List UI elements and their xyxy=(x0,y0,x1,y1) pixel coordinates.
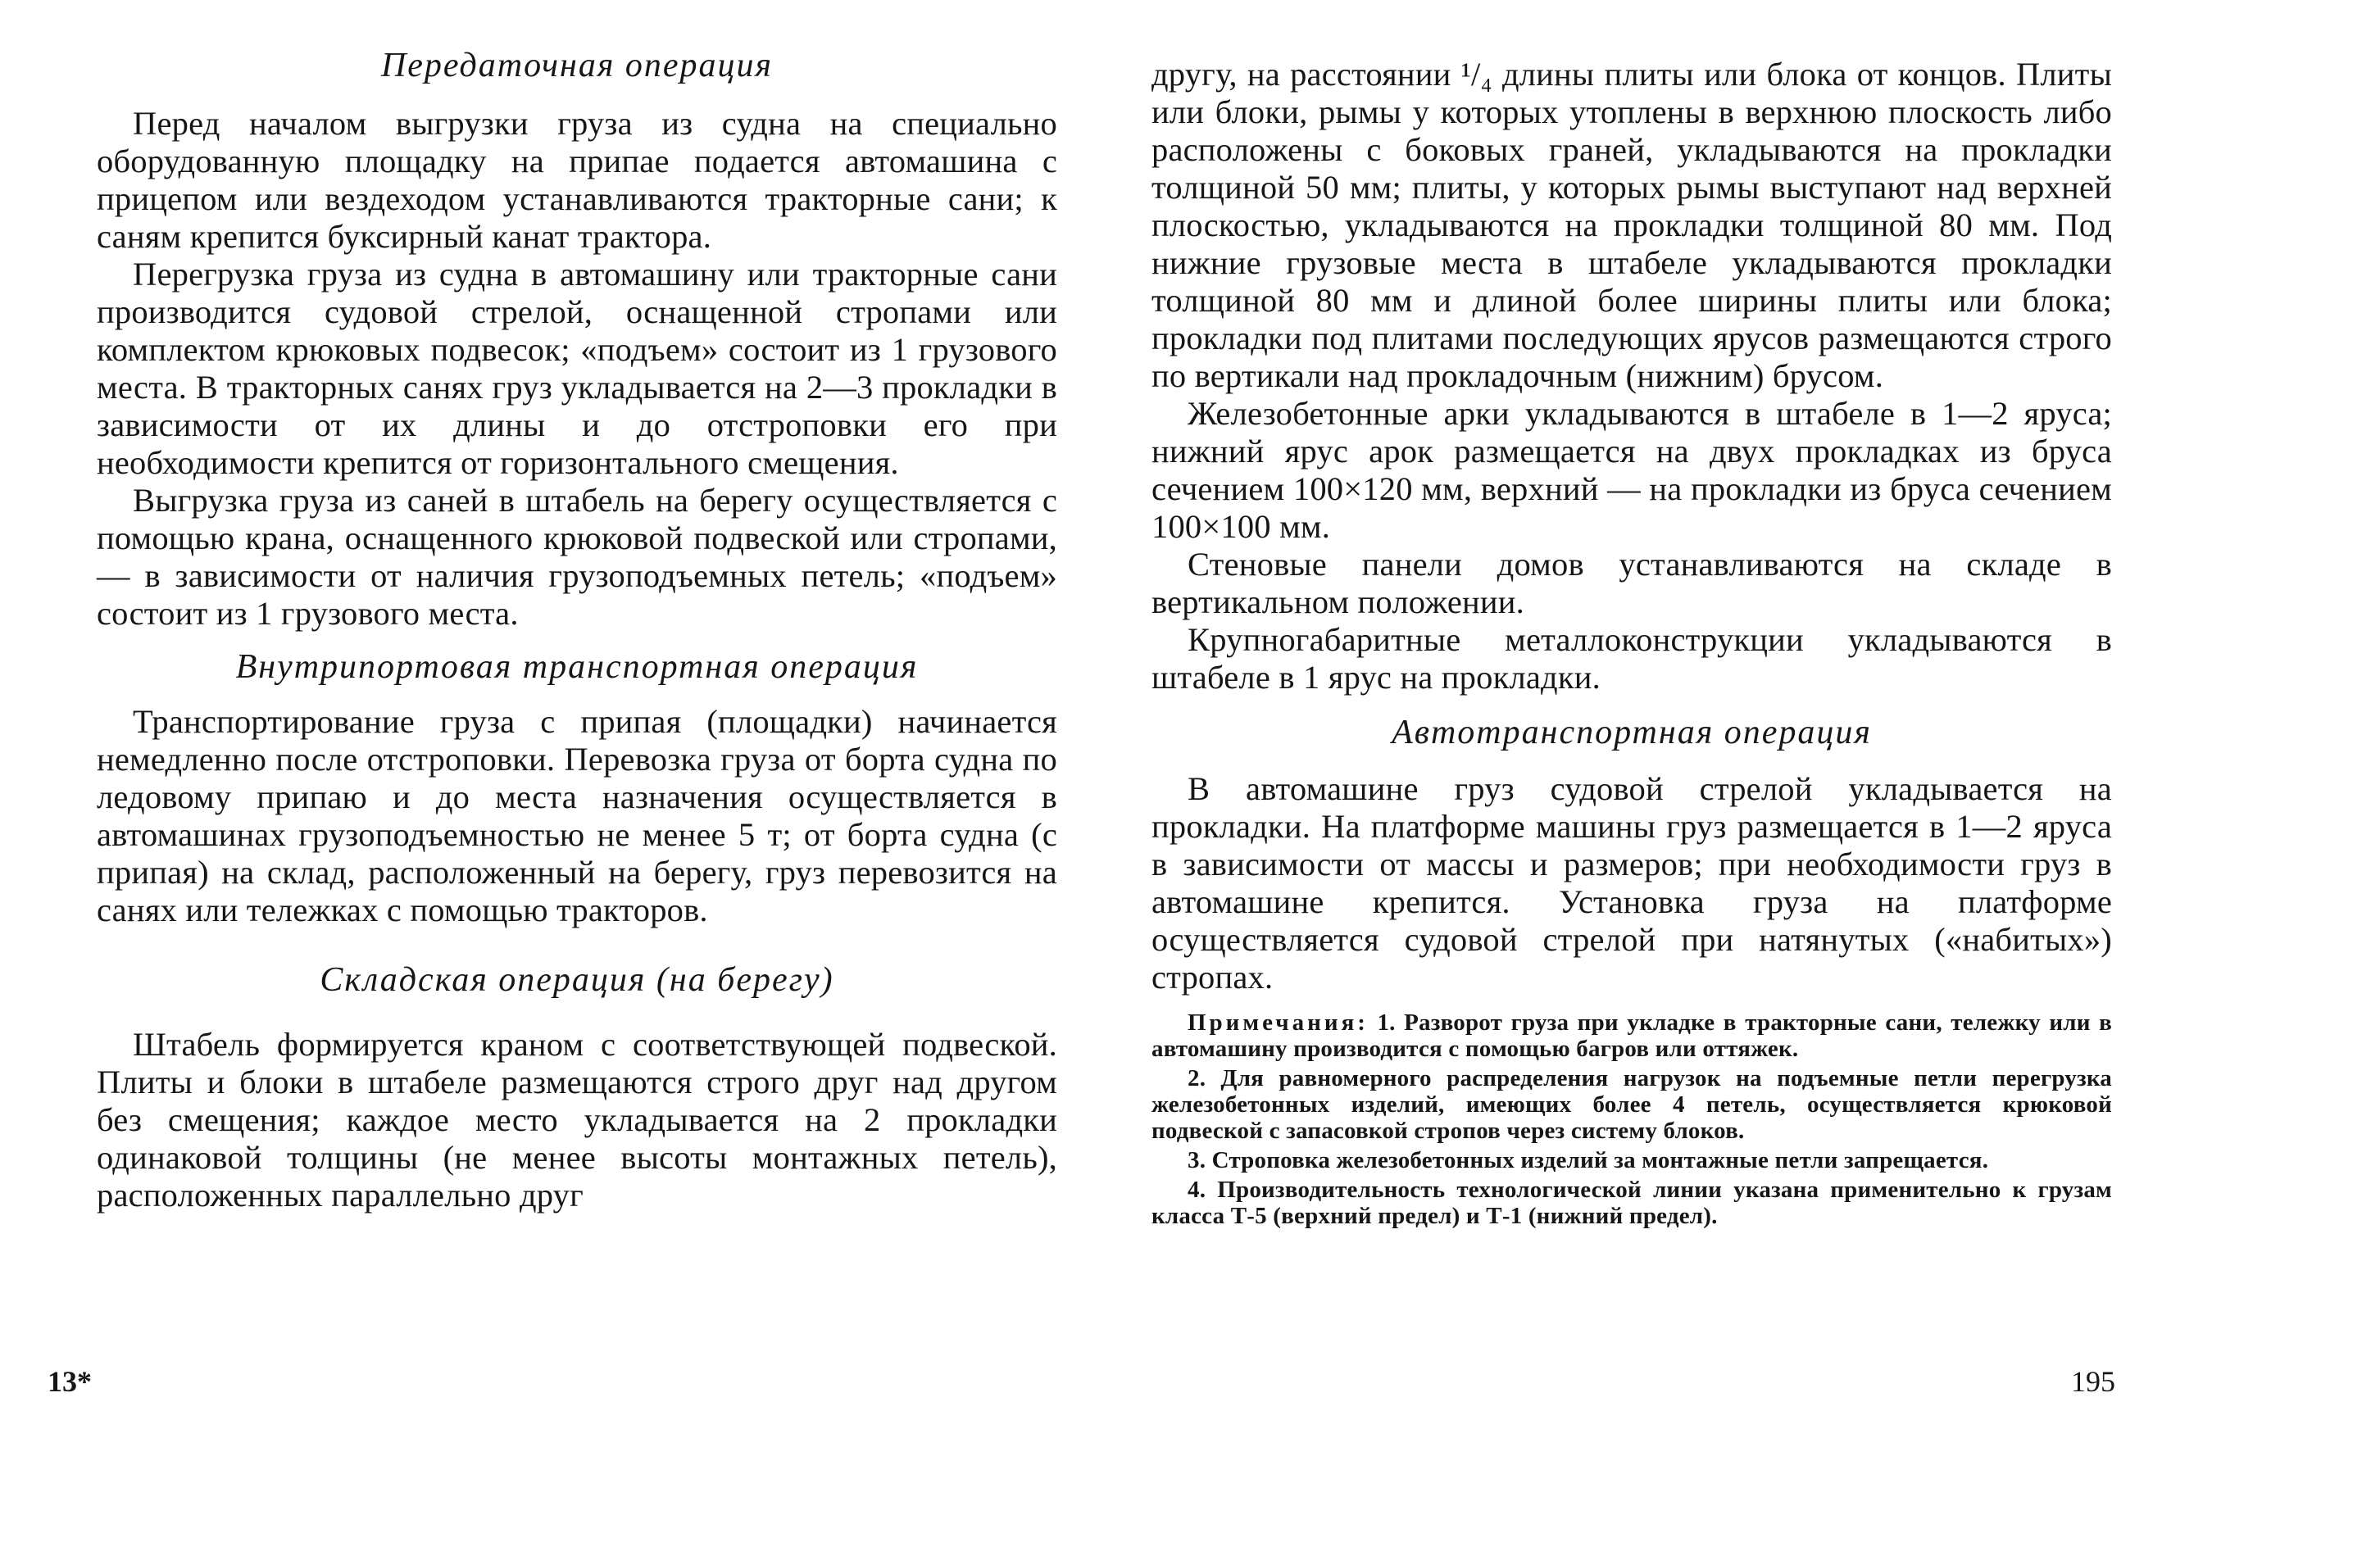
paragraph: В автомашине груз судовой стрелой укладывается на прокладки. На платформе машины груз размещается в 1—2 яруса в зависимости от массы и размеров; при необходимости груз в автомашине крепится. Установка груза на платформе осуществляется судовой стрелой при натянутых («набитых») стропах. xyxy=(1151,770,2112,996)
paragraph: Крупногабаритные металлоконструкции укладываются в штабеле в 1 ярус на прокладки. xyxy=(1151,621,2112,696)
note-item: 2. Для равномерного распределения нагрузок на подъемные петли перегрузка железобетонных изделий, имеющих более 4 петель, осуществляется крюковой подвеской с запасовкой стропов через систему блоков. xyxy=(1151,1065,2112,1144)
paragraph: Перед началом выгрузки груза из судна на специально оборудованную площадку на припае подается автомашина с прицепом или вездеходом устанавливаются тракторные сани; к саням крепится буксирный канат трактора. xyxy=(97,105,1057,255)
note-text: 1. Разворот груза при укладке в тракторные сани, тележку или в автомашину производится с помощью багров или оттяжек. xyxy=(1151,1009,2112,1062)
notes-label: Примечания: xyxy=(1188,1009,1369,1036)
section-heading-transfer: Передаточная операция xyxy=(380,47,774,84)
left-page-text xyxy=(97,43,1057,1214)
paragraph: Выгрузка груза из саней в штабель на берегу осуществляется с помощью крана, оснащенного крюковой подвеской или стропами, — в зависимости от наличия грузоподъемных петель; «подъем» состоит из 1 грузового места. xyxy=(97,482,1057,632)
paragraph-continued: другу, на расстоянии ¹/₄ длины плиты или блока от концов. Плиты или блоки, рымы у которых утоплены в верхнюю плоскость либо расположены с боковых граней, укладываются на прокладки толщиной 50 мм; плиты, у которых рымы выступают над верхней плоскостью, укладываются на прокладки толщиной 80 мм. Под нижние грузовые места в штабеле укладываются прокладки толщиной 80 мм и длиной более ширины плиты или блока; прокладки под плитами последующих ярусов размещаются строго по вертикали над прокладочным (нижним) брусом. xyxy=(1151,56,2112,394)
note-item: 3. Строповка железобетонных изделий за монтажные петли запрещается. xyxy=(1188,1147,1989,1173)
section-heading-warehouse: Складская операция (на берегу) xyxy=(320,961,834,999)
page-number: 13* xyxy=(48,1365,92,1398)
paragraph: Железобетонные арки укладываются в штабеле в 1—2 яруса; нижний ярус арок размещается на двух прокладках из бруса сечением 100×120 мм, верхний — на прокладки из бруса сечением 100×100 мм. xyxy=(1151,395,2112,545)
notes-block xyxy=(1151,1009,2112,1229)
note-item xyxy=(1151,1009,2112,1062)
note-item: 4. Производительность технологической линии указана применительно к грузам класса Т-5 (верхний предел) и Т-1 (нижний предел). xyxy=(1151,1177,2112,1229)
paragraph: Транспортирование груза с припая (площадки) начинается немедленно после отстроповки. Перевозка груза от борта судна по ледовому припаю и до места назначения осуществляется в автомашинах грузоподъемностью не менее 5 т; от борта судна (с припая) на склад, расположенный на берегу, груз перевозится на санях или тележках с помощью тракторов. xyxy=(97,703,1057,928)
right-page xyxy=(1151,0,2380,1547)
section-heading-auto-transport: Автотранспортная операция xyxy=(1392,714,1872,751)
page-number: 195 xyxy=(2071,1365,2115,1398)
paragraph: Штабель формируется краном с соответствующей подвеской. Плиты и блоки в штабеле размещаются строго друг над другом без смещения; каждое место укладывается на 2 прокладки одинаковой толщины (не менее высоты монтажных петель), расположенных параллельно друг xyxy=(97,1026,1057,1214)
right-page-text xyxy=(1151,56,2112,1232)
paragraph: Перегрузка груза из судна в автомашину или тракторные сани производится судовой стрелой, оснащенной стропами или комплектом крюковых подвесок; «подъем» состоит из 1 грузового места. В тракторных санях груз укладывается на 2—3 прокладки в зависимости от их длины и до отстроповки его при необходимости крепится от горизонтального смещения. xyxy=(97,256,1057,481)
paragraph: Стеновые панели домов устанавливаются на складе в вертикальном положении. xyxy=(1151,546,2112,620)
section-heading-intraport: Внутрипортовая транспортная операция xyxy=(235,648,919,686)
